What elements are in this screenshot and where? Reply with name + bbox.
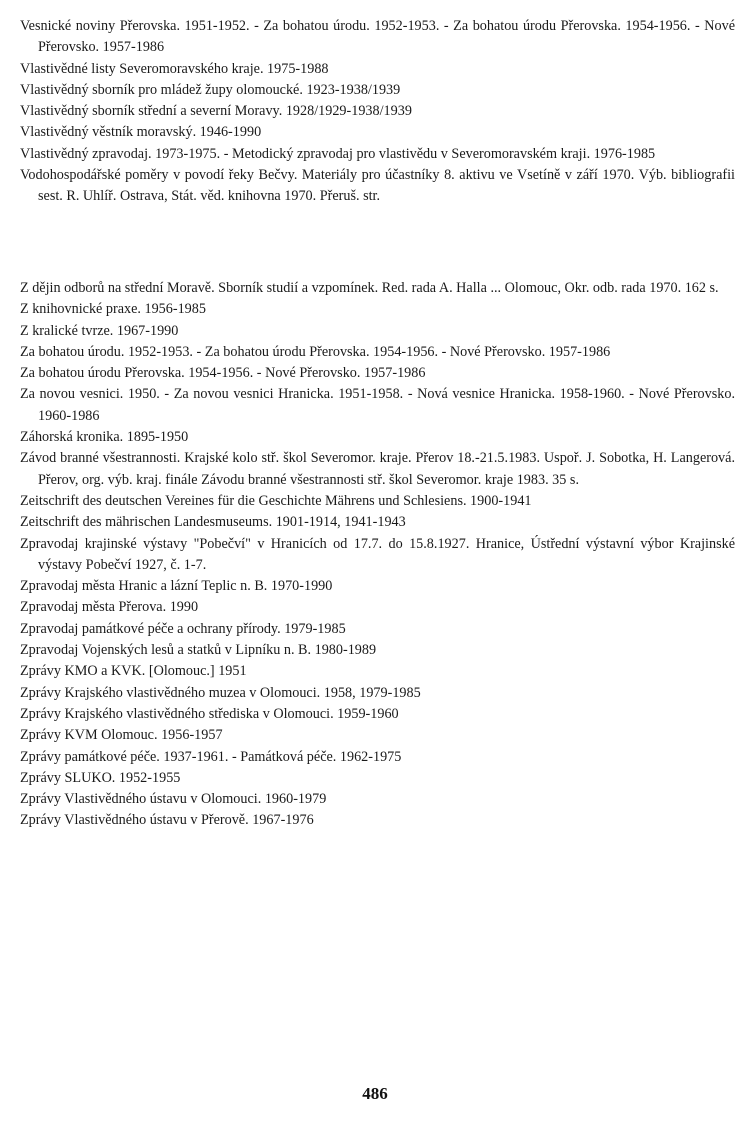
- bibliography-entry: Za bohatou úrodu. 1952-1953. - Za bohatou úrodu Přerovska. 1954-1956. - Nové Přerovsko. 1957-1986: [20, 343, 611, 360]
- bibliography-entry: Z kralické tvrze. 1967-1990: [20, 322, 179, 339]
- bibliography-entry: Vodohospodářské poměry v povodí řeky Bečvy. Materiály pro účastníky 8. aktivu ve Vsetíně v září 1970. Výb. bibliografii sest. R. Uhlíř. Ostrava, Stát. věd. knihovna 1970. Přeruš. str.: [20, 167, 735, 205]
- bibliography-entry: Zprávy KMO a KVK. [Olomouc.] 1951: [20, 663, 247, 680]
- bibliography-entry: Zpravodaj krajinské výstavy "Pobečví" v Hranicích od 17.7. do 15.8.1927. Hranice, Ústřední výstavní výbor Krajinské výstavy Pobečví 1927, č. 1-7.: [20, 535, 735, 573]
- bibliography-entry: Vlastivědný sborník pro mládež župy olomoucké. 1923-1938/1939: [20, 81, 401, 98]
- bibliography-entry: Zprávy Krajského vlastivědného střediska v Olomouci. 1959-1960: [20, 705, 399, 722]
- bibliography-entry: Zpravodaj města Hranic a lázní Teplic n. B. 1970-1990: [20, 578, 333, 595]
- bibliography-entry: Zprávy Vlastivědného ústavu v Olomouci. 1960-1979: [20, 791, 327, 808]
- bibliography-entry: Vlastivědný zpravodaj. 1973-1975. - Metodický zpravodaj pro vlastivědu v Severomoravském kraji. 1976-1985: [20, 145, 656, 162]
- bibliography-entry: Zprávy Krajského vlastivědného muzea v Olomouci. 1958, 1979-1985: [20, 684, 421, 701]
- bibliography-entry: Zprávy KVM Olomouc. 1956-1957: [20, 727, 223, 744]
- bibliography-entry: Za bohatou úrodu Přerovska. 1954-1956. - Nové Přerovsko. 1957-1986: [20, 365, 426, 382]
- bibliography-entry: Zeitschrift des deutschen Vereines für die Geschichte Mährens und Schlesiens. 1900-1941: [20, 492, 532, 509]
- bibliography-entry: Z dějin odborů na střední Moravě. Sborník studií a vzpomínek. Red. rada A. Halla ... Olomouc, Okr. odb. rada 1970. 162 s.: [20, 280, 719, 296]
- bibliography-entry: Závod branné všestrannosti. Krajské kolo stř. škol Severomor. kraje. Přerov 18.-21.5.1983. Uspoř. J. Sobotka, H. Langerová. Přerov, org. výb. kraj. finále Závodu branné všestrannosti stř. škol Severomor. kraje 1983. 35 s.: [20, 450, 735, 488]
- bibliography-entry: Zeitschrift des mährischen Landesmuseums. 1901-1914, 1941-1943: [20, 514, 406, 531]
- bibliography-entry: Zprávy SLUKO. 1952-1955: [20, 769, 181, 786]
- page-number: 486: [362, 1084, 388, 1103]
- bibliography-entry: Za novou vesnici. 1950. - Za novou vesnici Hranicka. 1951-1958. - Nová vesnice Hranicka. 1958-1960. - Nové Přerovsko. 1960-1986: [20, 386, 735, 424]
- bibliography-entry: Vesnické noviny Přerovska. 1951-1952. - Za bohatou úrodu. 1952-1953. - Za bohatou úrodu Přerovska. 1954-1956. - Nové Přerovsko. 1957-1986: [20, 18, 735, 56]
- bibliography-entry: Zprávy památkové péče. 1937-1961. - Památková péče. 1962-1975: [20, 748, 402, 765]
- bibliography-entry: Zprávy Vlastivědného ústavu v Přerově. 1967-1976: [20, 812, 314, 829]
- bibliography-entry: Vlastivědný věstník moravský. 1946-1990: [20, 124, 262, 141]
- bibliography-entry: Vlastivědné listy Severomoravského kraje. 1975-1988: [20, 60, 329, 77]
- bibliography-entry: Vlastivědný sborník střední a severní Moravy. 1928/1929-1938/1939: [20, 103, 412, 120]
- bibliography-section-z: [20, 278, 735, 832]
- bibliography-entry: Záhorská kronika. 1895-1950: [20, 429, 189, 446]
- bibliography-entry: Zpravodaj města Přerova. 1990: [20, 599, 199, 616]
- bibliography-entry: Zpravodaj Vojenských lesů a statků v Lipníku n. B. 1980-1989: [20, 642, 377, 659]
- bibliography-section-v: [20, 16, 735, 208]
- bibliography-entry: Zpravodaj památkové péče a ochrany přírody. 1979-1985: [20, 620, 346, 637]
- bibliography-entry: Z knihovnické praxe. 1956-1985: [20, 301, 206, 318]
